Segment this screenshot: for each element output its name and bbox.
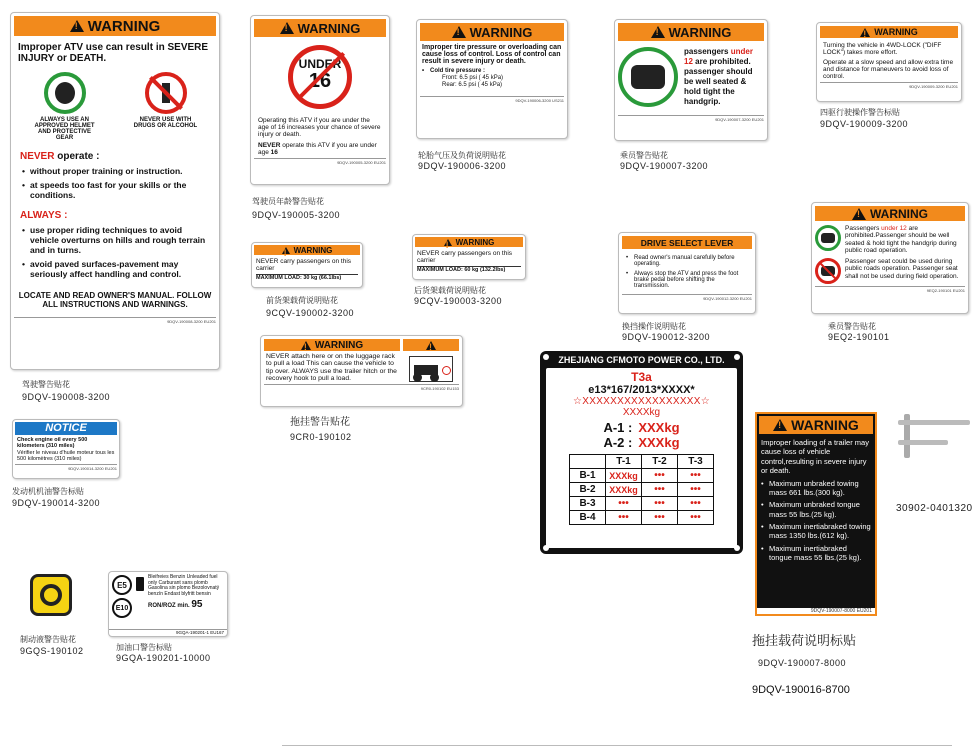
part-code: 9EQ2-190101 [828, 332, 890, 342]
label-caption: 后货架载荷说明贴花 [414, 286, 486, 295]
warning-triangle-icon [860, 28, 870, 37]
label-header: ! WARNING [420, 23, 564, 41]
part-code: 9CR0-190102 [290, 432, 352, 442]
label-header: ! WARNING [759, 416, 873, 434]
warning-triangle-icon [70, 20, 84, 32]
passenger-prohibited-icon [815, 258, 841, 284]
manufacturer-name: ZHEJIANG CFMOTO POWER CO., LTD. [558, 355, 725, 365]
label-header [403, 339, 459, 351]
fuel-pump-icon [136, 577, 144, 591]
part-code: 9DQV-190012-3200 [622, 332, 711, 342]
bottom-divider [282, 745, 952, 746]
atv-passenger-icon [618, 47, 678, 107]
label-header: NOTICE [15, 422, 117, 435]
part-code: 9DQV-190008-3200 [22, 392, 111, 402]
label-caption: 四驱行驶操作警告标贴 [820, 108, 900, 117]
label-caption: 制动液警告贴花 [20, 635, 76, 644]
label-caption: 换挡操作说明贴花 [622, 322, 686, 331]
rivet-icon [734, 354, 740, 360]
front-carrier-label: ! WARNING NEVER carry passengers on this carrier MAXIMUM LOAD: 30 kg (66.1lbs) [251, 242, 363, 288]
part-code: 9DQV-190007-8000 [758, 658, 847, 668]
warning-triangle-icon [282, 247, 290, 254]
warning-triangle-icon [426, 341, 436, 350]
drive-select-lever-label: DRIVE SELECT LEVER • Read owner's manual carefully before operating. • Always stop the ATV and press the foot brake pedal before shifting the transmission. 9DQV-190012-3200 EU201 [618, 232, 756, 314]
passenger-allowed-icon [815, 225, 841, 251]
tow-warning-label: ! WARNING NEVER attach here or on the luggage rack to pull a load This can cause the vehicle to tip over. ALWAYS use the trailer hitch or the recovery hook to pull a load. ! 9CR0-190102 EU153 [260, 335, 463, 407]
mass-table: T-1 T-2 T-3 B-1 XXXkg ••• ••• B-2 XXXkg ••• ••• B-3 ••• ••• ••• B-4 ••• ••• ••• [569, 454, 714, 525]
label-header: ! WARNING [14, 16, 216, 36]
tire-pressure-label: ! WARNING Improper tire pressure or overloading can cause loss of control. Loss of control can result in severe injury or death. • Cold tire pressure : Front: 6.5 psi ( 45 kPa) Rear: 6.5 psi ( 45 kPa) 9DQV-190006-3200 US211 [416, 19, 568, 139]
atv-towing-icon [409, 356, 453, 382]
fuel-label: E5 E10 Bleifreies Benzin Unleaded fuel only Carburant sans plomb Gasolina sin plomo Bezolovnatý benzín Endast blyfritt bensin RON/ROZ min. 95 9GQA-190201-1 EU167 [108, 571, 228, 637]
rivet-icon [543, 354, 549, 360]
part-code: 9DQV-190014-3200 [12, 498, 101, 508]
warning-triangle-icon [773, 419, 787, 431]
vehicle-nameplate: ZHEJIANG CFMOTO POWER CO., LTD. T3a e13*167/2013*XXXX* ☆XXXXXXXXXXXXXXXXX☆ XXXXkg A-1 : XXXkg A-2 : XXXkg T-1 T-2 T-3 B-1 XXXkg ••• ••• B-2 XXXkg ••• ••• B-3 ••• ••• ••• B-4 ••• ••• ••• 6HYN-190011-4000 EU211 [540, 351, 743, 554]
label-header: ! WARNING [815, 206, 965, 221]
label-caption: 轮胎气压及负荷说明贴花 [418, 151, 506, 160]
label-caption: 乘员警告贴花 [828, 322, 876, 331]
label-caption: 拖挂警告贴花 [290, 417, 350, 428]
warning-intro: Improper ATV use can result in SEVERE INJURY or DEATH. [18, 42, 209, 64]
helmet-icon [44, 72, 86, 114]
label-header: ! WARNING [264, 339, 400, 351]
rear-carrier-label: ! WARNING NEVER carry passengers on this carrier MAXIMUM LOAD: 60 kg (132.2lbs) [412, 234, 526, 280]
part-code: 9DQV-190007-3200 [620, 161, 709, 171]
under-16-prohibited-icon: UNDER 16 [288, 45, 352, 109]
label-header: ! WARNING [820, 26, 958, 38]
warning-triangle-icon [651, 26, 665, 38]
atv-warning-label: ! WARNING Improper ATV use can result in SEVERE INJURY or DEATH. ALWAYS USE AN APPROVED HELMET AND PROTECTIVE GEAR NEVER USE WITH DRUGS OR ALCOHOL NEVER operate : • without proper training or instruction. • at speeds too fast for your skills or the conditions. ALWAYS : • use proper riding techniques to avoid vehicle overturns on hills and rough terrain and in turns. • avoid paved surfaces-pavement may seriously affect handling and control. LOCATE AND READ OWNER'S MANUAL. FOLLOW ALL INSTRUCTIONS AND WARNINGS. 9DQV-190008-3200 EU201 [10, 12, 220, 370]
rivet-icon [734, 545, 740, 551]
trailer-load-label: ! WARNING Improper loading of a trailer may cause loss of vehicle control,resulting in severe injury or death. • Maximum unbraked towing mass 661 lbs.(300 kg). • Maximum unbraked tongue mass 55 lbs.(25 kg). • Maximum inertiabraked towing mass 1350 lbs.(612 kg). • Maximum inertiabraked tongue mass 55 lbs.(25 kg). 9DQV-190007-8000 EU201 [755, 412, 877, 616]
brake-fluid-icon [30, 574, 72, 616]
warning-triangle-icon [301, 341, 311, 350]
label-caption: 驾驶警告贴花 [22, 380, 70, 389]
label-header: DRIVE SELECT LEVER [622, 236, 752, 249]
passenger-seat-label: ! WARNING Passengers under 12 are prohibited.Passenger should be well seated & hold tight the handgrip during public road operation. Passenger seat could be used during public roads operation. Passenger seat shall not be used during field operation. 9EQ2-190101 EU201 [811, 202, 969, 314]
part-code: 9CQV-190003-3200 [414, 296, 503, 306]
warning-triangle-icon [852, 208, 866, 220]
label-header: ! WARNING [415, 237, 523, 247]
4wd-lock-label: ! WARNING Turning the vehicle in 4WD-LOCK ("DIFF LOCK") takes more effort. Operate at a slow speed and allow extra time and distance for maneuvers to avoid loss of control. 9DQV-190009-3200 EU201 [816, 22, 962, 102]
part-code: 9DQV-190009-3200 [820, 119, 909, 129]
part-code: 9DQV-190005-3200 [252, 210, 341, 220]
part-code: 9DQV-190006-3200 [418, 161, 507, 171]
label-caption: 乘员警告贴花 [620, 151, 668, 160]
label-header: ! WARNING [254, 19, 386, 37]
label-caption: 拖挂载荷说明标贴 [752, 633, 857, 648]
warning-triangle-icon [280, 22, 294, 34]
label-caption: 驾驶员年龄警告贴花 [252, 197, 324, 206]
age-warning-label: ! WARNING UNDER 16 Operating this ATV if you are under the age of 16 increases your chance of severe injury or death. NEVER operate this ATV if you are under age 16 9DQV-190005-3200 EU201 [250, 15, 390, 185]
part-code: 9DQV-190016-8700 [752, 684, 850, 696]
label-caption: 前货架载荷说明贴花 [266, 296, 338, 305]
rivet-icon [543, 545, 549, 551]
bracket-part-image [898, 410, 970, 460]
part-code: 9CQV-190002-3200 [266, 308, 355, 318]
label-header: ! WARNING [618, 23, 764, 41]
part-code: 9GQS-190102 [20, 646, 84, 656]
label-header: ! WARNING [254, 245, 360, 255]
label-caption: 发动机机油警告标贴 [12, 487, 84, 496]
warning-triangle-icon [452, 26, 466, 38]
engine-oil-notice-label: NOTICE Check engine oil every 500 kilometers (310 miles) Vérifier le niveau d'huile moteur tous les 500 kilomètres (310 miles) 9DQV-190014-3200 EU201 [12, 419, 120, 479]
e10-badge: E10 [112, 598, 132, 618]
part-code: 30902-0401320 [896, 503, 973, 514]
label-caption: 加油口警告标贴 [116, 643, 172, 652]
warning-triangle-icon [444, 239, 452, 246]
e5-badge: E5 [112, 575, 132, 595]
no-drugs-alcohol-icon [145, 72, 187, 114]
part-code: 9GQA-190201-10000 [116, 653, 211, 663]
passenger-warning-label: ! WARNING passengers under 12 are prohibited. passenger should be well seated & hold tight the handgrip. 9DQV-190007-3200 EU201 [614, 19, 768, 141]
